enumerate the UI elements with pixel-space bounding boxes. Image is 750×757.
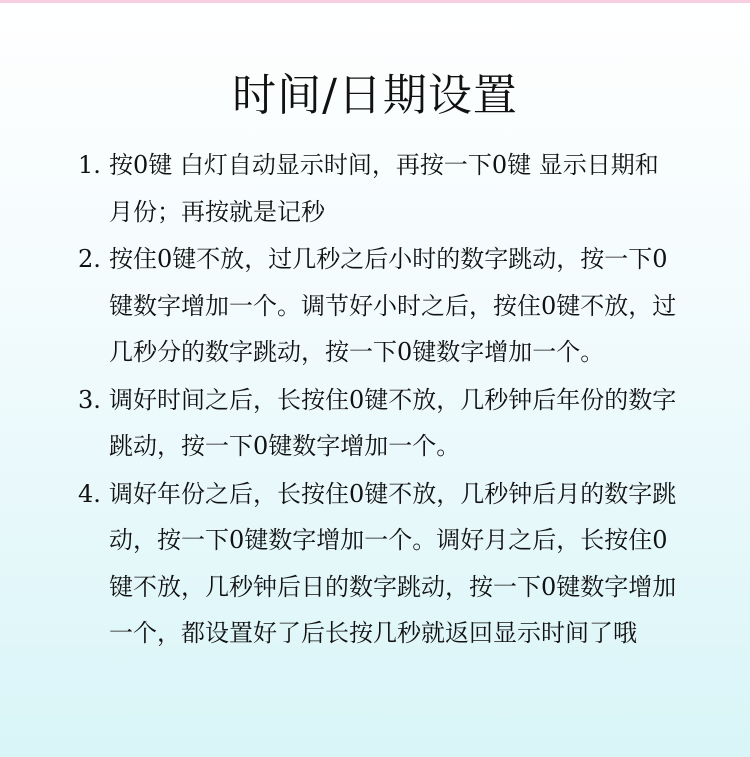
instruction-step-3 [78,377,678,470]
step-text: 按住0键不放，过几秒之后小时的数字跳动，按一下0键数字增加一个。调节好小时之后，按住0键不放，过几秒分的数字跳动，按一下0键数字增加一个。 [109,245,677,366]
instruction-step-2 [78,236,678,376]
step-number: 3. [78,385,101,414]
step-number: 2. [78,245,101,273]
instruction-step-1 [78,142,678,235]
step-number: 4. [78,479,101,508]
step-number: 1. [78,151,101,179]
instruction-list [78,142,678,658]
page-title: 时间/日期设置 [232,70,518,121]
top-accent-strip [0,0,750,3]
step-text: 调好年份之后，长按住0键不放，几秒钟后月的数字跳动，按一下0键数字增加一个。调好月之后，长按住0键不放，几秒钟后日的数字跳动，按一下0键数字增加一个，都设置好了后长按几秒就返回显示时间了哦 [109,479,677,647]
instruction-step-4 [78,471,678,657]
step-text: 调好时间之后，长按住0键不放，几秒钟后年份的数字跳动，按一下0键数字增加一个。 [109,385,677,460]
step-text: 按0键 白灯自动显示时间，再按一下0键 显示日期和月份；再按就是记秒 [109,151,659,226]
